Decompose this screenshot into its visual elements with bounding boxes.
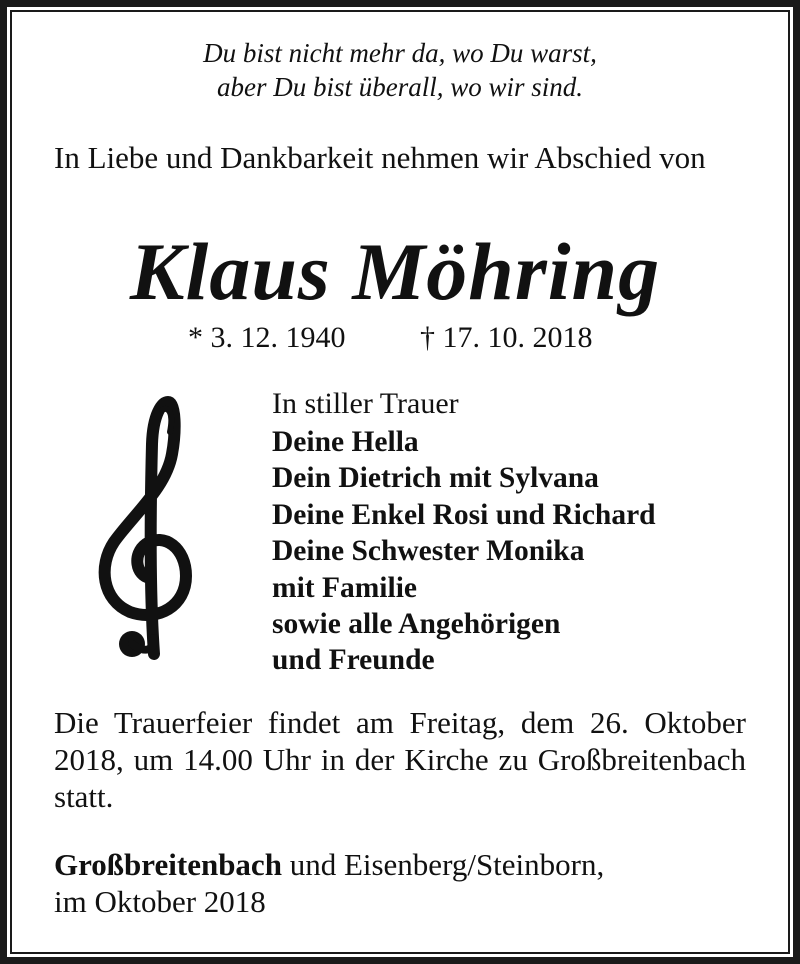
intro-text: In Liebe und Dankbarkeit nehmen wir Abschied von xyxy=(54,140,706,175)
funeral-service-text: Die Trauerfeier findet am Freitag, dem 26. Oktober 2018, um 14.00 Uhr in der Kirche zu Großbreitenbach statt. xyxy=(54,705,746,814)
mourner-item: Dein Dietrich mit Sylvana xyxy=(272,462,599,495)
treble-clef-icon xyxy=(88,392,208,664)
motto-line-1: Du bist nicht mehr da, wo Du warst, xyxy=(203,38,597,68)
mourners-list xyxy=(272,424,772,679)
signoff-block xyxy=(54,846,774,920)
deceased-name: Klaus Möhring xyxy=(129,226,661,317)
mourners-block xyxy=(272,384,772,679)
death-date: † 17. 10. 2018 xyxy=(420,321,593,354)
mourner-item: und Freunde xyxy=(272,644,435,677)
signoff-place xyxy=(54,846,774,883)
mourner-item: Deine Enkel Rosi und Richard xyxy=(272,498,656,531)
mourners-heading: In stiller Trauer xyxy=(272,387,459,420)
signoff-place-rest: und Eisenberg/Steinborn, xyxy=(281,847,605,882)
motto-line-2: aber Du bist überall, wo wir sind. xyxy=(216,72,584,102)
mourner-item: Deine Hella xyxy=(272,426,419,458)
mourner-item: Deine Schwester Monika xyxy=(272,535,585,568)
birth-date: * 3. 12. 1940 xyxy=(188,321,346,354)
signoff-place-bold: Großbreitenbach xyxy=(54,847,282,882)
mourner-item: sowie alle Angehörigen xyxy=(272,608,561,641)
motto-quote xyxy=(0,36,800,104)
mourner-item: mit Familie xyxy=(272,571,417,604)
signoff-date: im Oktober 2018 xyxy=(54,884,266,919)
